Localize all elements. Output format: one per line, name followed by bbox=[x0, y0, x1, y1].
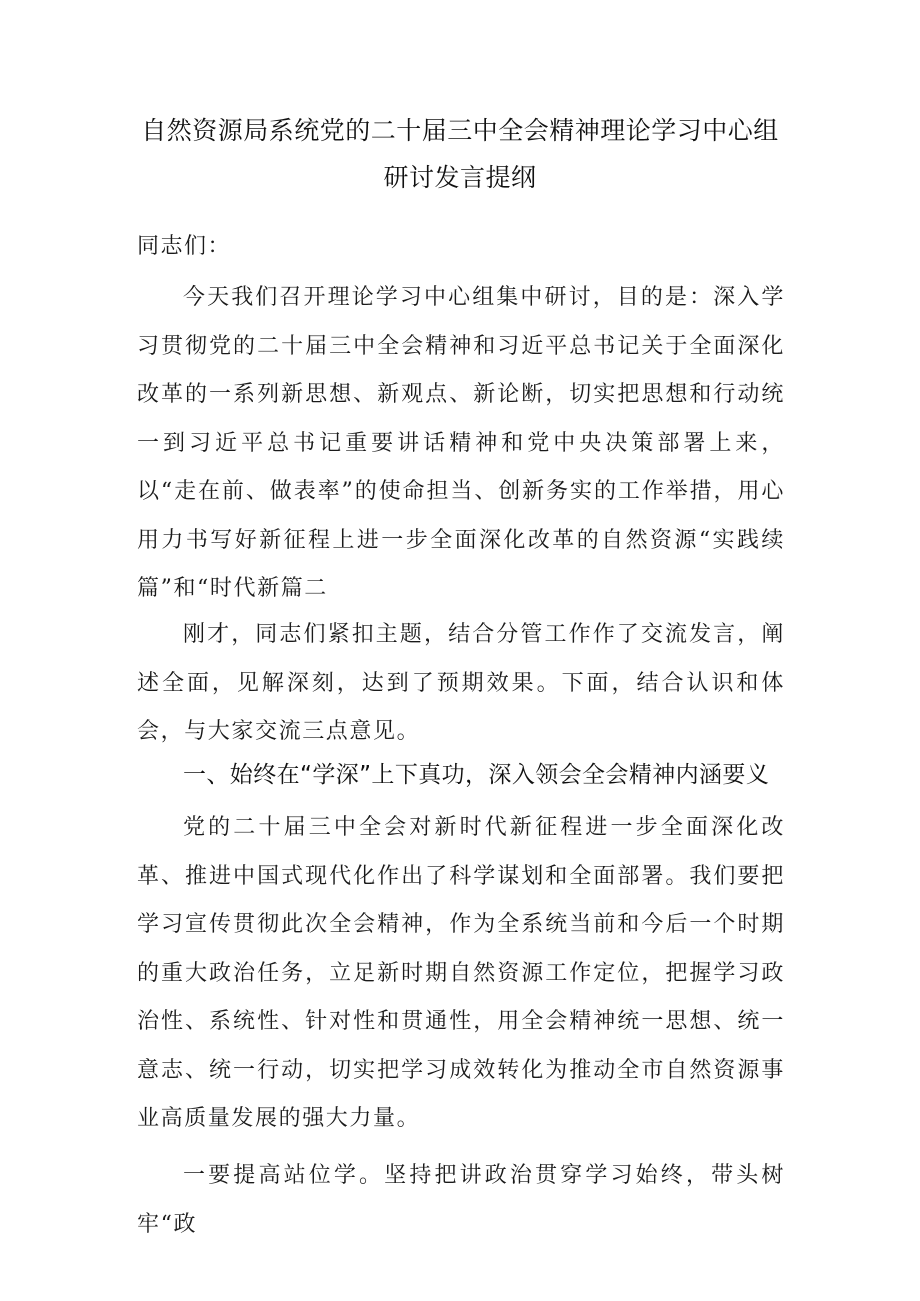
document-title-line-2: 研讨发言提纲 bbox=[383, 163, 537, 192]
paragraph-introduction: 今天我们召开理论学习中心组集中研讨，目的是：深入学习贯彻党的二十届三中全会精神和习近平总书记关于全面深化改革的一系列新思想、新观点、新论断，切实把思想和行动统一到习近平总书记重要讲话精神和党中央决策部署上来，以“走在前、做表率”的使命担当、创新务实的工作举措，用心用力书写好新征程上进一步全面深化改革的自然资源“实践续篇”和“时代新篇二 bbox=[137, 285, 785, 601]
paragraph-section-1-body: 党的二十届三中全会对新时代新征程进一步全面深化改革、推进中国式现代化作出了科学谋划和全面部署。我们要把学习宣传贯彻此次全会精神，作为全系统当前和今后一个时期的重大政治任务，立足新时期自然资源工作定位，把握学习政治性、系统性、针对性和贯通性，用全会精神统一思想、统一意志、统一行动，切实把学习成效转化为推动全市自然资源事业高质量发展的强大力量。 bbox=[137, 815, 785, 1131]
paragraph-summary: 刚才，同志们紧扣主题，结合分管工作作了交流发言，阐述全面，见解深刻，达到了预期效果。下面，结合认识和体会，与大家交流三点意见。 bbox=[137, 622, 785, 744]
salutation: 同志们： bbox=[137, 234, 232, 259]
section-heading-1: 一、始终在“学深”上下真功，深入领会全会精神内涵要义 bbox=[183, 762, 770, 788]
document-title-line-1: 自然资源局系统党的二十届三中全会精神理论学习中心组 bbox=[141, 116, 779, 145]
paragraph-section-1-point-1: 一要提高站位学。坚持把讲政治贯穿学习始终，带头树牢“政 bbox=[137, 1163, 785, 1237]
